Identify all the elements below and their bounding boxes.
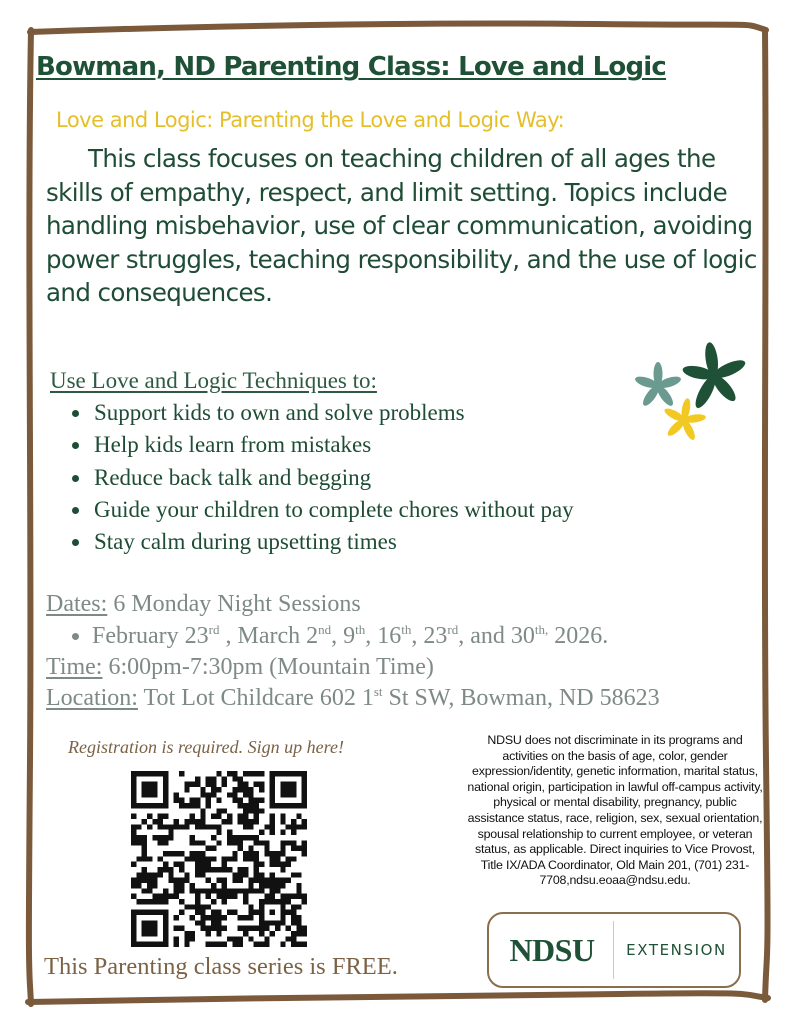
logo-extension: EXTENSION (626, 941, 727, 959)
time-value: 6:00pm-7:30pm (Mountain Time) (108, 654, 434, 680)
list-item: • Help kids learn from mistakes (92, 429, 574, 461)
location-value: Tot Lot Childcare 602 1st St SW, Bowman, ND 58623 (143, 684, 660, 711)
dates-label: Dates: (46, 591, 108, 617)
page-subtitle: Love and Logic: Parenting the Love and Logic Way: (56, 108, 565, 132)
list-item: • Support kids to own and solve problems (92, 397, 574, 429)
dates-value: 6 Monday Night Sessions (113, 591, 361, 617)
time-label: Time: (46, 654, 103, 680)
dates-line (46, 591, 361, 618)
dates-list (46, 621, 608, 651)
free-text: This Parenting class series is FREE. (44, 953, 398, 980)
list-item: • Guide your children to complete chores without pay (92, 494, 574, 526)
ndsu-extension-logo (487, 912, 741, 988)
qr-code-icon[interactable] (131, 771, 307, 947)
star-cluster-icon (628, 340, 756, 444)
dates-detail: • February 23rd , March 2nd, 9th, 16th, 23rd, and $30^{th,}$ 2026. (92, 621, 608, 651)
time-line (46, 654, 434, 681)
location-label: Location: (46, 685, 138, 711)
logo-ndsu: NDSU (509, 931, 595, 968)
intro-paragraph: This class focuses on teaching children of all ages the skills of empathy, respect, and limit setting. Topics include handling misbehavior, use of clear communication, avoiding power struggles, teaching responsibility, and the use of logic and consequences. (46, 144, 757, 307)
techniques-list (48, 397, 574, 558)
techniques-heading: Use Love and Logic Techniques to: (50, 368, 377, 393)
nondiscrimination-notice: NDSU does not discriminate in its programs and activities on the basis of age, color, gender expression/identity, genetic information, marital status, national origin, participation in lawful off-campus activity, physical or mental disability, pregnancy, public assistance status, race, religion, sex, sexual orientation, spousal relationship to current employee, or veteran status, as applicable. Direct inquiries to Vice Provost, Title IX/ADA Coordinator, Old Main 201, (701) 231-7708,ndsu.eoaa@ndsu.edu. (467, 733, 763, 888)
list-item: • Stay calm during upsetting times (92, 526, 574, 558)
list-item: • Reduce back talk and begging (92, 462, 574, 494)
registration-text: Registration is required. Sign up here! (68, 737, 344, 757)
location-line (46, 685, 660, 712)
page-title: Bowman, ND Parenting Class: Love and Logic (36, 52, 667, 82)
